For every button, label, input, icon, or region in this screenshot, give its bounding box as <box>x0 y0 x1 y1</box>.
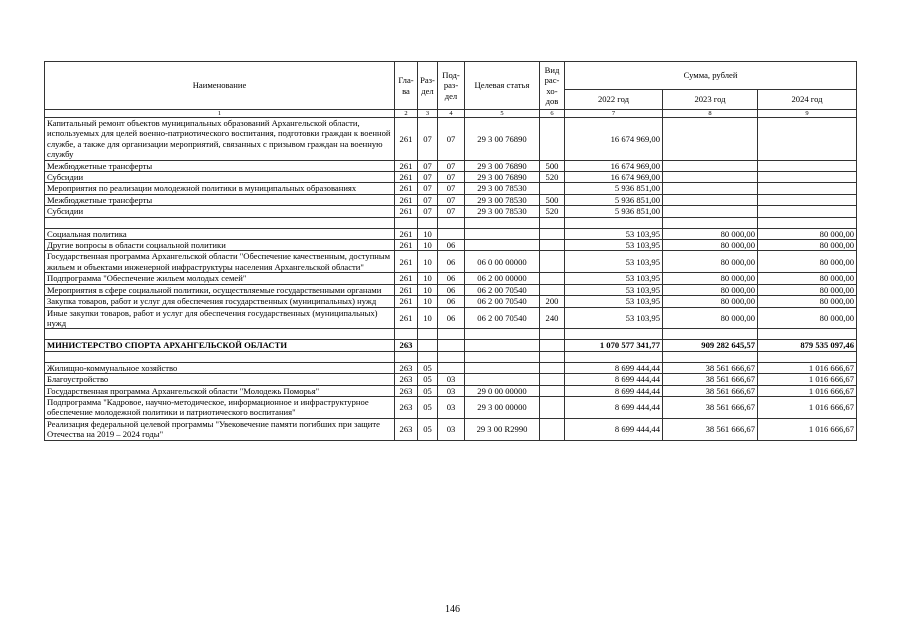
row-target: 29 3 00 76890 <box>465 172 540 183</box>
spacer-row <box>45 329 857 340</box>
row-target: 06 2 00 70540 <box>465 307 540 329</box>
row-target <box>465 240 540 251</box>
row-subsection: 07 <box>438 172 465 183</box>
table-row <box>45 418 857 440</box>
header-2023: 2023 год <box>663 90 758 110</box>
row-amount-2023: 38 561 666,67 <box>663 418 758 440</box>
row-section: 07 <box>418 160 438 171</box>
row-target: 29 3 00 76890 <box>465 160 540 171</box>
row-target <box>465 329 540 340</box>
row-amount-2022: 1 070 577 341,77 <box>565 340 663 351</box>
row-section: 10 <box>418 296 438 307</box>
row-amount-2022: 5 936 851,00 <box>565 194 663 205</box>
row-target: 29 3 00 78530 <box>465 194 540 205</box>
table-row <box>45 362 857 373</box>
row-section <box>418 329 438 340</box>
row-name: Капитальный ремонт объектов муниципальных образований Архангельской области, используемых для целей военно-патриотического воспитания, подготовки граждан к военной службе, а также для организации мероприятий, связанных с призывом граждан на военную службу <box>45 118 395 161</box>
row-target: 29 0 00 00000 <box>465 385 540 396</box>
row-section <box>418 340 438 351</box>
row-target: 29 3 00 76890 <box>465 118 540 161</box>
row-chapter: 261 <box>395 240 418 251</box>
budget-table <box>44 61 857 441</box>
row-subsection: 07 <box>438 206 465 217</box>
row-expense-type: 200 <box>540 296 565 307</box>
row-amount-2024: 80 000,00 <box>758 284 857 295</box>
row-amount-2022 <box>565 351 663 362</box>
row-target: 29 3 00 00000 <box>465 396 540 418</box>
row-amount-2022: 53 103,95 <box>565 228 663 239</box>
header-expense-type: Вид рас-хо-дов <box>540 62 565 110</box>
row-target <box>465 374 540 385</box>
row-amount-2023 <box>663 329 758 340</box>
row-amount-2023: 38 561 666,67 <box>663 374 758 385</box>
row-amount-2023: 80 000,00 <box>663 296 758 307</box>
row-amount-2024: 1 016 666,67 <box>758 362 857 373</box>
column-number: 1 <box>45 110 395 118</box>
row-name: Субсидии <box>45 172 395 183</box>
column-number: 6 <box>540 110 565 118</box>
row-amount-2024: 879 535 097,46 <box>758 340 857 351</box>
row-amount-2022: 8 699 444,44 <box>565 374 663 385</box>
row-chapter: 263 <box>395 385 418 396</box>
column-number: 8 <box>663 110 758 118</box>
row-section <box>418 217 438 228</box>
row-amount-2024: 80 000,00 <box>758 228 857 239</box>
row-amount-2023 <box>663 206 758 217</box>
row-amount-2023 <box>663 172 758 183</box>
row-expense-type <box>540 329 565 340</box>
row-amount-2023: 38 561 666,67 <box>663 385 758 396</box>
row-amount-2023: 38 561 666,67 <box>663 362 758 373</box>
row-amount-2022: 5 936 851,00 <box>565 206 663 217</box>
row-chapter: 263 <box>395 418 418 440</box>
row-amount-2024: 80 000,00 <box>758 307 857 329</box>
row-chapter: 263 <box>395 362 418 373</box>
table-row <box>45 284 857 295</box>
row-amount-2024: 80 000,00 <box>758 296 857 307</box>
row-expense-type <box>540 340 565 351</box>
header-2022: 2022 год <box>565 90 663 110</box>
row-name: МИНИСТЕРСТВО СПОРТА АРХАНГЕЛЬСКОЙ ОБЛАСТИ <box>45 340 395 351</box>
row-amount-2024 <box>758 206 857 217</box>
row-subsection <box>438 362 465 373</box>
row-name: Мероприятия в сфере социальной политики, осуществляемые государственными органами <box>45 284 395 295</box>
row-amount-2024 <box>758 118 857 161</box>
row-amount-2024 <box>758 172 857 183</box>
row-amount-2022: 5 936 851,00 <box>565 183 663 194</box>
row-subsection: 03 <box>438 396 465 418</box>
row-amount-2024 <box>758 194 857 205</box>
table-row <box>45 183 857 194</box>
column-number: 3 <box>418 110 438 118</box>
row-amount-2022: 53 103,95 <box>565 296 663 307</box>
row-subsection <box>438 340 465 351</box>
row-name <box>45 351 395 362</box>
row-section: 07 <box>418 172 438 183</box>
table-row <box>45 206 857 217</box>
row-amount-2022 <box>565 329 663 340</box>
header-amount: Сумма, рублей <box>565 62 857 90</box>
row-section: 10 <box>418 307 438 329</box>
row-amount-2023 <box>663 194 758 205</box>
row-section: 07 <box>418 194 438 205</box>
column-number-row <box>45 110 857 118</box>
row-name <box>45 329 395 340</box>
row-amount-2024 <box>758 217 857 228</box>
row-amount-2023 <box>663 160 758 171</box>
row-expense-type <box>540 273 565 284</box>
row-chapter: 261 <box>395 194 418 205</box>
row-subsection: 06 <box>438 284 465 295</box>
row-amount-2023: 80 000,00 <box>663 307 758 329</box>
row-name <box>45 217 395 228</box>
row-amount-2024 <box>758 329 857 340</box>
row-section: 10 <box>418 284 438 295</box>
column-number: 7 <box>565 110 663 118</box>
row-amount-2024: 80 000,00 <box>758 273 857 284</box>
row-subsection: 07 <box>438 194 465 205</box>
row-amount-2022: 8 699 444,44 <box>565 362 663 373</box>
table-row <box>45 396 857 418</box>
row-subsection: 07 <box>438 183 465 194</box>
table-row <box>45 307 857 329</box>
header-chapter: Гла-ва <box>395 62 418 110</box>
row-expense-type <box>540 418 565 440</box>
table-row <box>45 172 857 183</box>
row-amount-2022: 8 699 444,44 <box>565 396 663 418</box>
row-name: Реализация федеральной целевой программы "Увековечение памяти погибших при защите Отечества на 2019 – 2024 годы" <box>45 418 395 440</box>
row-section: 10 <box>418 240 438 251</box>
row-amount-2024 <box>758 183 857 194</box>
table-row <box>45 385 857 396</box>
column-number: 2 <box>395 110 418 118</box>
header-section: Раз-дел <box>418 62 438 110</box>
row-amount-2023: 80 000,00 <box>663 273 758 284</box>
row-name: Закупка товаров, работ и услуг для обеспечения государственных (муниципальных) нужд <box>45 296 395 307</box>
row-amount-2022: 53 103,95 <box>565 240 663 251</box>
page-number: 146 <box>445 604 460 615</box>
row-name: Государственная программа Архангельской области "Обеспечение качественным, доступным жильем и объектами инженерной инфраструктуры населения Архангельской области" <box>45 251 395 273</box>
table-body <box>45 118 857 441</box>
table-row <box>45 273 857 284</box>
row-section <box>418 351 438 362</box>
row-subsection: 07 <box>438 118 465 161</box>
row-chapter: 261 <box>395 251 418 273</box>
row-expense-type: 520 <box>540 172 565 183</box>
row-target: 06 2 00 70540 <box>465 284 540 295</box>
row-subsection <box>438 228 465 239</box>
row-expense-type <box>540 183 565 194</box>
table-row <box>45 296 857 307</box>
row-expense-type <box>540 251 565 273</box>
row-amount-2022: 53 103,95 <box>565 273 663 284</box>
row-subsection: 06 <box>438 251 465 273</box>
row-name: Государственная программа Архангельской области "Молодежь Поморья" <box>45 385 395 396</box>
table-row <box>45 194 857 205</box>
row-amount-2022: 16 674 969,00 <box>565 160 663 171</box>
row-chapter: 261 <box>395 307 418 329</box>
row-expense-type <box>540 362 565 373</box>
row-name: Иные закупки товаров, работ и услуг для обеспечения государственных (муниципальных) нужд <box>45 307 395 329</box>
row-chapter <box>395 329 418 340</box>
table-row <box>45 251 857 273</box>
row-chapter: 261 <box>395 183 418 194</box>
row-section: 10 <box>418 273 438 284</box>
row-amount-2024: 1 016 666,67 <box>758 418 857 440</box>
row-expense-type <box>540 385 565 396</box>
row-amount-2022: 53 103,95 <box>565 307 663 329</box>
row-amount-2022: 53 103,95 <box>565 284 663 295</box>
row-expense-type <box>540 118 565 161</box>
row-subsection: 06 <box>438 240 465 251</box>
row-target <box>465 351 540 362</box>
row-amount-2023 <box>663 217 758 228</box>
row-section: 05 <box>418 362 438 373</box>
row-chapter: 261 <box>395 160 418 171</box>
row-amount-2024: 80 000,00 <box>758 240 857 251</box>
row-chapter: 261 <box>395 172 418 183</box>
row-chapter: 261 <box>395 118 418 161</box>
row-subsection <box>438 329 465 340</box>
row-target: 06 2 00 00000 <box>465 273 540 284</box>
row-name: Жилищно-коммунальное хозяйство <box>45 362 395 373</box>
row-chapter: 261 <box>395 296 418 307</box>
spacer-row <box>45 351 857 362</box>
row-chapter: 263 <box>395 340 418 351</box>
row-expense-type: 520 <box>540 206 565 217</box>
row-amount-2023: 80 000,00 <box>663 284 758 295</box>
table-row <box>45 228 857 239</box>
row-expense-type: 500 <box>540 194 565 205</box>
row-name: Благоустройство <box>45 374 395 385</box>
row-amount-2023: 80 000,00 <box>663 240 758 251</box>
row-amount-2022: 8 699 444,44 <box>565 385 663 396</box>
table-row <box>45 340 857 351</box>
row-amount-2024: 1 016 666,67 <box>758 374 857 385</box>
row-name: Социальная политика <box>45 228 395 239</box>
header-subsection: Под-раз-дел <box>438 62 465 110</box>
column-number: 5 <box>465 110 540 118</box>
row-subsection: 06 <box>438 307 465 329</box>
row-chapter: 261 <box>395 273 418 284</box>
column-number: 4 <box>438 110 465 118</box>
row-amount-2023 <box>663 118 758 161</box>
row-chapter: 261 <box>395 206 418 217</box>
row-expense-type <box>540 374 565 385</box>
row-subsection: 06 <box>438 273 465 284</box>
row-amount-2023: 38 561 666,67 <box>663 396 758 418</box>
row-name: Подпрограмма "Обеспечение жильем молодых семей" <box>45 273 395 284</box>
row-expense-type: 240 <box>540 307 565 329</box>
row-name: Мероприятия по реализации молодежной политики в муниципальных образованиях <box>45 183 395 194</box>
row-name: Межбюджетные трансферты <box>45 194 395 205</box>
row-amount-2024: 80 000,00 <box>758 251 857 273</box>
row-expense-type <box>540 396 565 418</box>
row-section: 07 <box>418 183 438 194</box>
spacer-row <box>45 217 857 228</box>
row-amount-2022: 8 699 444,44 <box>565 418 663 440</box>
row-amount-2024: 1 016 666,67 <box>758 396 857 418</box>
row-amount-2023 <box>663 183 758 194</box>
row-amount-2023: 80 000,00 <box>663 251 758 273</box>
row-name: Субсидии <box>45 206 395 217</box>
row-target: 06 0 00 00000 <box>465 251 540 273</box>
table-row <box>45 118 857 161</box>
row-target <box>465 217 540 228</box>
row-expense-type <box>540 228 565 239</box>
row-amount-2024 <box>758 351 857 362</box>
row-subsection <box>438 351 465 362</box>
row-expense-type <box>540 351 565 362</box>
row-subsection: 03 <box>438 385 465 396</box>
table-row <box>45 374 857 385</box>
row-amount-2023 <box>663 351 758 362</box>
row-expense-type <box>540 217 565 228</box>
row-subsection: 06 <box>438 296 465 307</box>
row-section: 07 <box>418 206 438 217</box>
row-section: 05 <box>418 418 438 440</box>
row-amount-2023: 80 000,00 <box>663 228 758 239</box>
table-row <box>45 160 857 171</box>
row-section: 10 <box>418 251 438 273</box>
row-name: Межбюджетные трансферты <box>45 160 395 171</box>
row-chapter <box>395 351 418 362</box>
row-amount-2024: 1 016 666,67 <box>758 385 857 396</box>
row-chapter <box>395 217 418 228</box>
row-amount-2022 <box>565 217 663 228</box>
row-amount-2023: 909 282 645,57 <box>663 340 758 351</box>
row-amount-2022: 53 103,95 <box>565 251 663 273</box>
row-amount-2022: 16 674 969,00 <box>565 118 663 161</box>
row-expense-type <box>540 284 565 295</box>
row-amount-2022: 16 674 969,00 <box>565 172 663 183</box>
row-section: 05 <box>418 396 438 418</box>
row-section: 05 <box>418 374 438 385</box>
header-name: Наименование <box>45 62 395 110</box>
row-target: 29 3 00 78530 <box>465 206 540 217</box>
row-amount-2024 <box>758 160 857 171</box>
row-chapter: 263 <box>395 374 418 385</box>
row-section: 07 <box>418 118 438 161</box>
row-target <box>465 362 540 373</box>
row-target: 06 2 00 70540 <box>465 296 540 307</box>
column-number: 9 <box>758 110 857 118</box>
table-row <box>45 240 857 251</box>
row-section: 10 <box>418 228 438 239</box>
row-expense-type <box>540 240 565 251</box>
row-chapter: 261 <box>395 284 418 295</box>
row-subsection <box>438 217 465 228</box>
row-name: Другие вопросы в области социальной политики <box>45 240 395 251</box>
row-subsection: 03 <box>438 418 465 440</box>
row-expense-type: 500 <box>540 160 565 171</box>
row-target <box>465 340 540 351</box>
row-target <box>465 228 540 239</box>
row-target: 29 3 00 78530 <box>465 183 540 194</box>
header-row <box>45 62 857 90</box>
row-name: Подпрограмма "Кадровое, научно-методическое, информационное и инфраструктурное обеспечение молодежной политики и патриотического воспитания" <box>45 396 395 418</box>
row-chapter: 261 <box>395 228 418 239</box>
row-section: 05 <box>418 385 438 396</box>
row-chapter: 263 <box>395 396 418 418</box>
row-target: 29 3 00 R2990 <box>465 418 540 440</box>
header-2024: 2024 год <box>758 90 857 110</box>
row-subsection: 07 <box>438 160 465 171</box>
header-target: Целевая статья <box>465 62 540 110</box>
row-subsection: 03 <box>438 374 465 385</box>
